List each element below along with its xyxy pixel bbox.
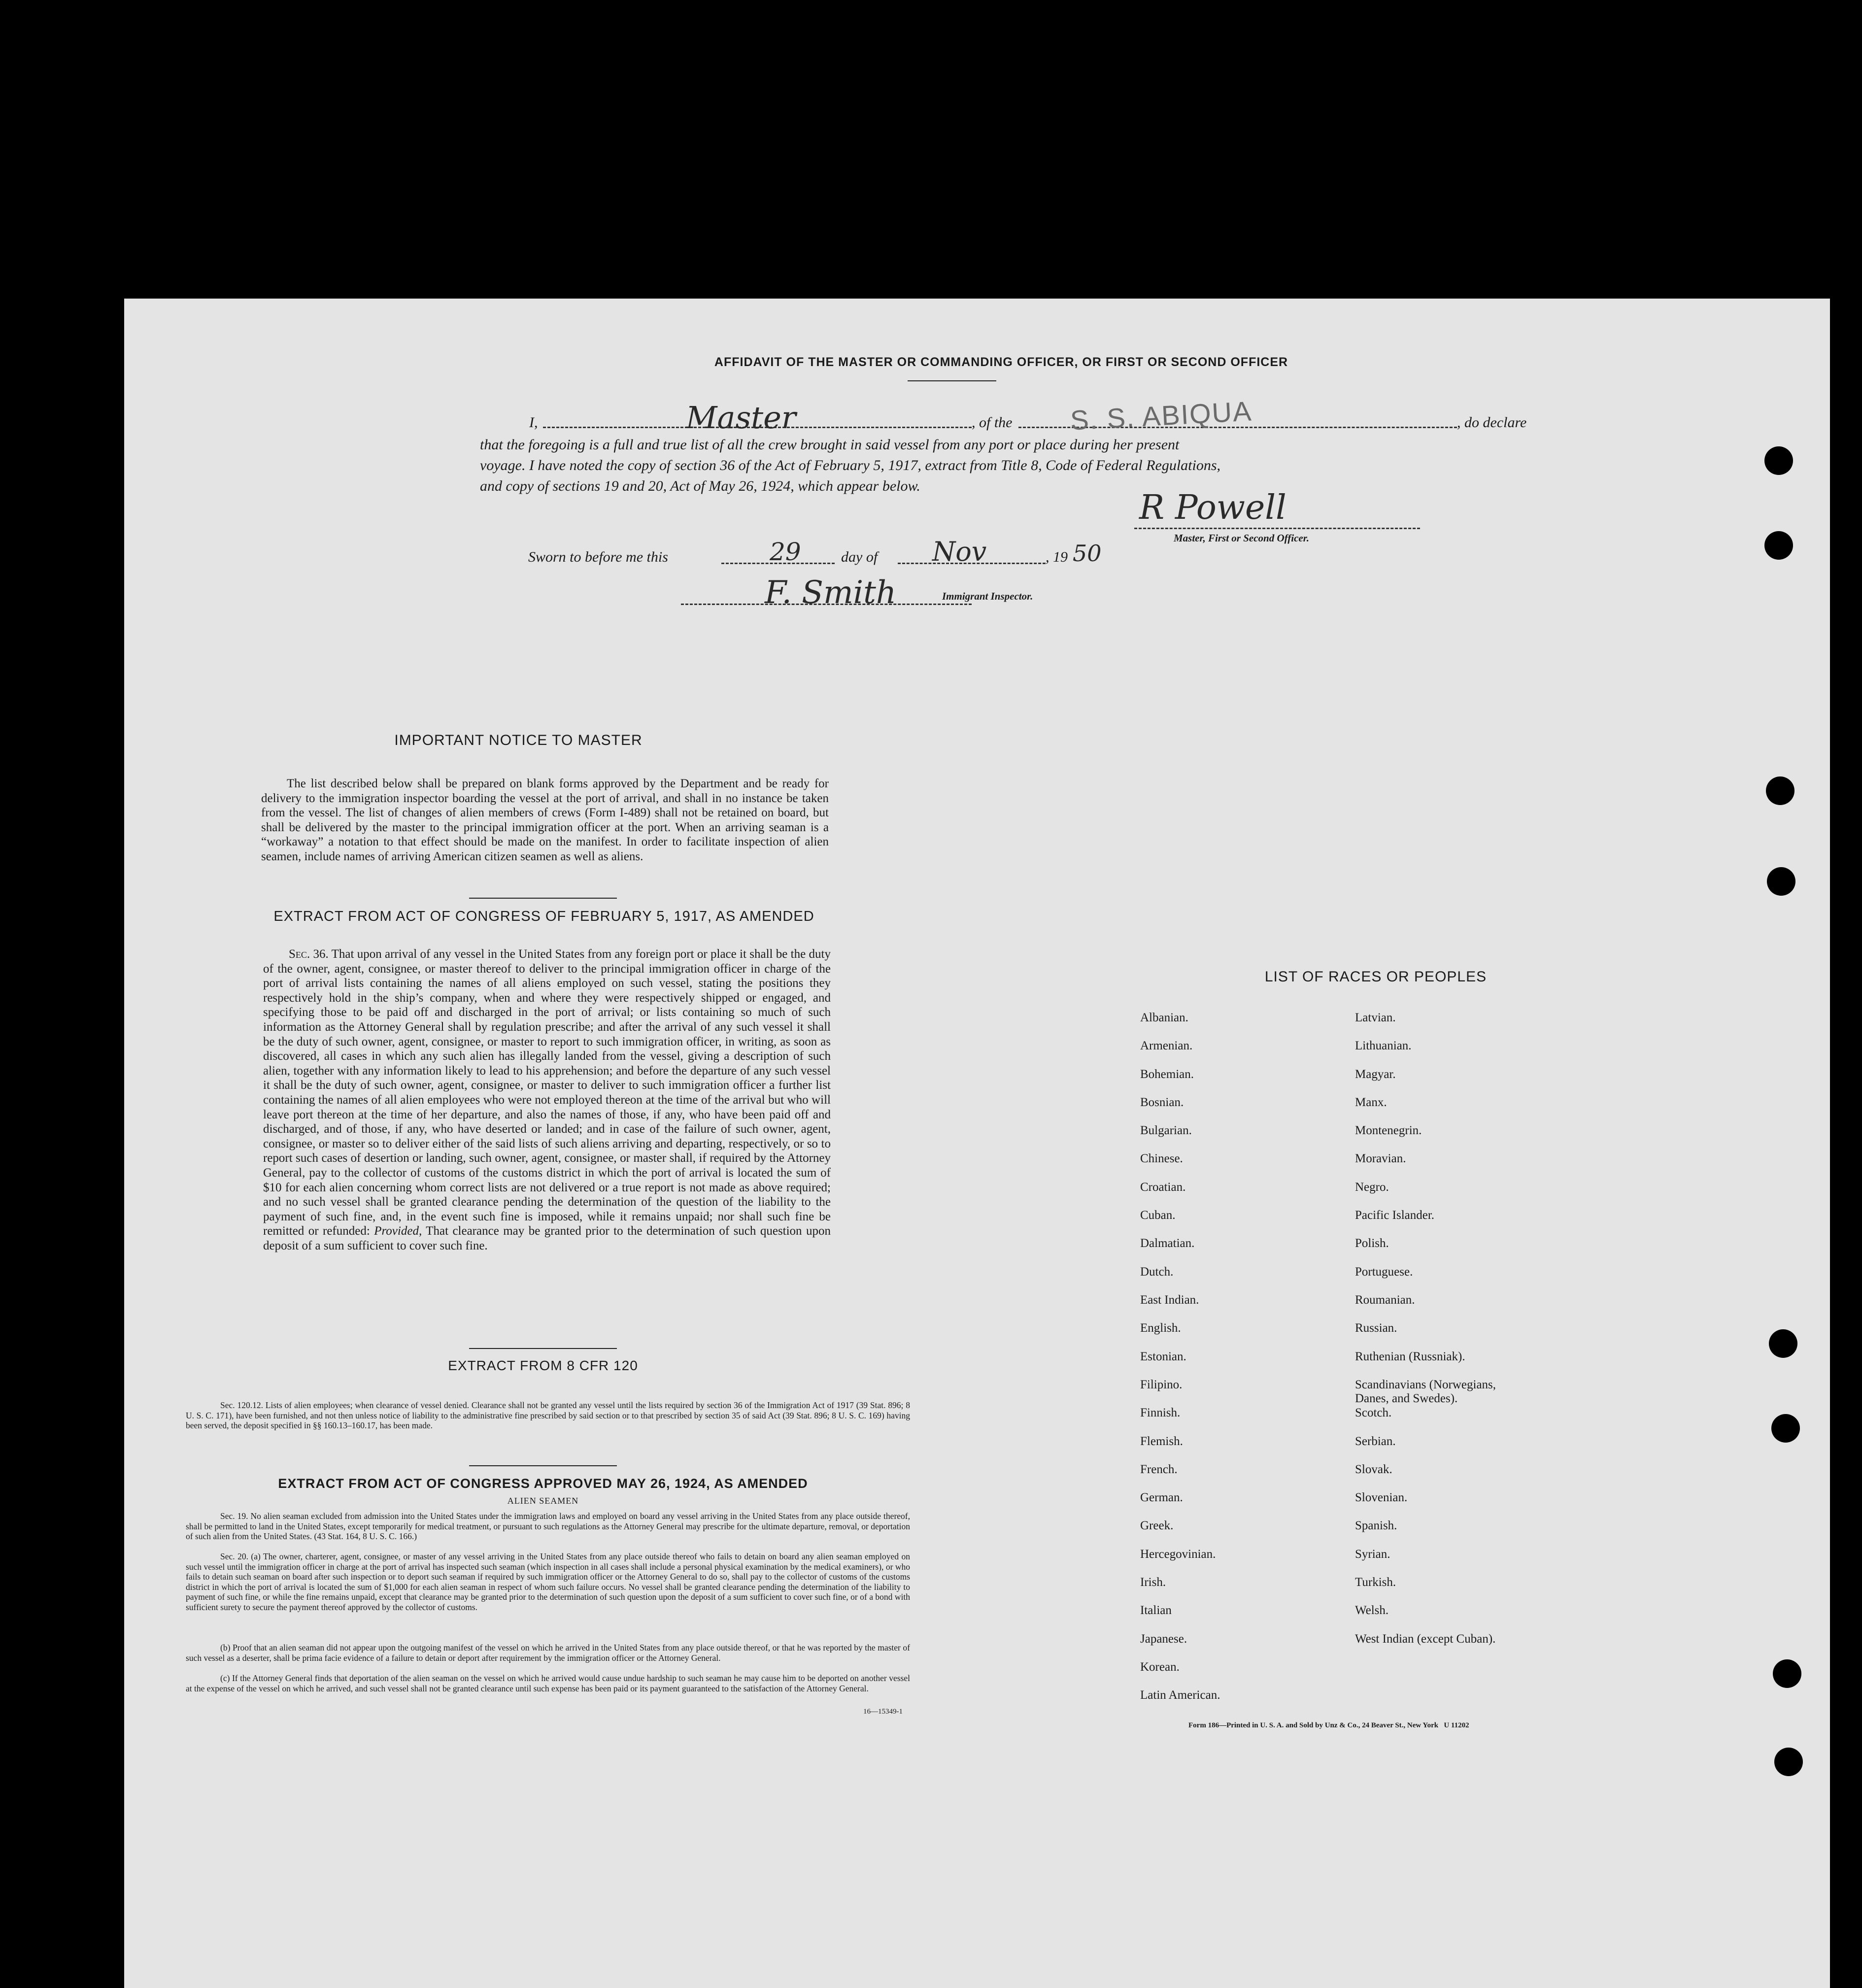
race-item: Korean. xyxy=(1140,1660,1180,1674)
year-prefix: , 19 xyxy=(1046,549,1068,565)
form-printer-note: Form 186—Printed in U. S. A. and Sold by Unz & Co., 24 Beaver St., New York U 11202 xyxy=(1188,1721,1469,1729)
master-caption: Master, First or Second Officer. xyxy=(1174,532,1309,544)
race-item: Magyar. xyxy=(1355,1068,1396,1081)
master-signature-line xyxy=(1134,528,1420,529)
race-item: Russian. xyxy=(1355,1321,1397,1335)
race-item: Chinese. xyxy=(1140,1152,1183,1165)
i-label: I, xyxy=(529,414,538,431)
race-item: Ruthenian (Russniak). xyxy=(1355,1350,1465,1363)
sec-20a-text: Sec. 20. (a) The owner, charterer, agent, consignee, or master of any vessel arriving in the United States from any place outside thereof who fails to detain on board any alien seaman employed on such vessel until the immigration officer in charge at the port of arrival has inspected such seaman (which inspection in all cases shall include a personal physical examination by the medical examiners), or who fails to detain such seaman on board after such inspection or to deport such seaman if required by such immigration officer or the Attorney General to do so, shall pay to the collector of customs of the customs district in which the port of arrival is located the sum of $1,000 for each alien seaman in respect of whom such failure occurs. No vessel shall be granted clearance pending the determination of the liability to payment of such fine, or while the fine remains unpaid, except that clearance may be granted prior to the determination of such question upon the deposit of a sum sufficient to cover such fine, or of a bond with sufficient surety to secure the payment thereof approved by the collector of customs. xyxy=(186,1551,910,1612)
inspector-caption: Immigrant Inspector. xyxy=(942,590,1033,602)
of-the-label: , of the xyxy=(972,414,1013,431)
race-item: Scotch. xyxy=(1355,1406,1392,1419)
race-item: Portuguese. xyxy=(1355,1265,1413,1279)
race-item: Spanish. xyxy=(1355,1519,1397,1532)
race-item: Hercegovinian. xyxy=(1140,1548,1216,1561)
divider xyxy=(908,380,996,381)
binder-hole xyxy=(1766,776,1794,805)
race-item: Finnish. xyxy=(1140,1406,1181,1419)
race-item: Latvian. xyxy=(1355,1011,1396,1024)
race-item: Japanese. xyxy=(1140,1632,1187,1646)
race-item: Cuban. xyxy=(1140,1209,1176,1222)
notice-title: IMPORTANT NOTICE TO MASTER xyxy=(394,732,643,748)
sec-36-label: Sec. 36. xyxy=(289,947,329,961)
binder-hole xyxy=(1767,867,1795,896)
affidavit-text-2: voyage. I have noted the copy of section 36 of the Act of February 5, 1917, extract from Title 8, Code of Federal Regulations, xyxy=(480,457,1221,473)
divider xyxy=(469,1465,617,1466)
extract-1917-title: EXTRACT FROM ACT OF CONGRESS OF FEBRUARY 5, 1917, AS AMENDED xyxy=(273,909,814,924)
cfr-title: EXTRACT FROM 8 CFR 120 xyxy=(448,1358,638,1373)
race-item: Moravian. xyxy=(1355,1152,1406,1165)
binder-hole xyxy=(1771,1414,1800,1443)
affidavit-text-1: that the foregoing is a full and true list of all the crew brought in said vessel from any port or place during her present xyxy=(480,437,1180,453)
sec-36-end: That clearance may be granted prior to the determination of such question upon deposit of a sum sufficient to cover such fine. xyxy=(263,1224,831,1252)
race-item: Armenian. xyxy=(1140,1039,1193,1052)
alien-seamen-subtitle: ALIEN SEAMEN xyxy=(507,1496,579,1506)
sworn-month: Nov xyxy=(932,536,987,567)
affidavit-title: AFFIDAVIT OF THE MASTER OR COMMANDING OFFICER, OR FIRST OR SECOND OFFICER xyxy=(714,355,1288,369)
race-item: Montenegrin. xyxy=(1355,1124,1422,1137)
race-item: Negro. xyxy=(1355,1180,1389,1194)
race-item: Irish. xyxy=(1140,1576,1166,1589)
race-item: French. xyxy=(1140,1463,1178,1476)
race-item: Slovak. xyxy=(1355,1463,1392,1476)
binder-hole xyxy=(1774,1748,1803,1776)
extract-1924-title: EXTRACT FROM ACT OF CONGRESS APPROVED MAY 26, 1924, AS AMENDED xyxy=(278,1476,808,1491)
race-item: Croatian. xyxy=(1140,1180,1186,1194)
race-item: Polish. xyxy=(1355,1237,1389,1250)
races-title: LIST OF RACES OR PEOPLES xyxy=(1264,969,1487,985)
binder-hole xyxy=(1764,446,1793,475)
affidavit-text-3: and copy of sections 19 and 20, Act of May 26, 1924, which appear below. xyxy=(480,478,920,494)
sec-20b-text: (b) Proof that an alien seaman did not appear upon the outgoing manifest of the vessel on which he arrived in the United States from any place outside thereof, or that he was reported by the master of such vessel as a deserter, shall be prima facie evidence of a failure to detain or deport after requirement by the immigration officer or the Attorney General. xyxy=(186,1643,910,1663)
race-item: Dutch. xyxy=(1140,1265,1174,1279)
provided-label: Provided, xyxy=(374,1224,422,1238)
race-item: Syrian. xyxy=(1355,1548,1390,1561)
form-page xyxy=(124,299,1830,1988)
race-item: Turkish. xyxy=(1355,1576,1396,1589)
divider xyxy=(469,898,617,899)
race-item: Estonian. xyxy=(1140,1350,1186,1363)
race-item: Pacific Islander. xyxy=(1355,1209,1435,1222)
divider xyxy=(469,1348,617,1349)
sec-36-body: That upon arrival of any vessel in the United States from any foreign port or place it shall be the duty of the owner, agent, consignee, or master thereof to deliver to the principal immigration officer in charge of the port of arrival lists containing the names of all aliens employed on such vessel, stating the positions they respectively hold in the ship’s company, when and where they were respectively shipped or engaged, and specifying those to be paid off and discharged in the port of arrival; or lists containing so much of such information as the Attorney General shall by regulation prescribe; and after the arrival of any such vessel it shall be the duty of such owner, agent, consignee, or master to report to such immigration officer, in writing, as soon as discovered, all cases in which any such alien has illegally landed from the vessel, giving a description of such alien, together with any information likely to lead to his apprehension; and before the departure of any such vessel it shall be the duty of such owner, agent, consignee, or master to deliver to such immigration officer a further list containing the names of all alien employees who were not employed thereon at the time of the arrival but who will leave port thereon at the time of her departure, and also the names of those, if any, who have been paid off and discharged, and of those, if any, who have deserted or landed; and in case of the failure of such owner, agent, consignee, or master so to deliver either of the said lists of such aliens arriving and departing, respectively, or so to report such cases of desertion or landing, such owner, agent, consignee, or master shall, if required by the Attorney General, pay to the collector of customs of the customs district in which the port of arrival is located the sum of $10 for each alien concerning whom correct lists are not delivered or a true report is not made as above required; and no such vessel shall be granted clearance pending the determination of the question of the liability to the payment of such fine, and, in the event such fine is imposed, while it remains unpaid; nor shall such fine be remitted or refunded: xyxy=(263,947,831,1238)
sworn-label: Sworn to before me this xyxy=(528,549,668,565)
name-handwritten: Master xyxy=(686,400,796,436)
race-item: Manx. xyxy=(1355,1096,1387,1109)
sec-19-text: Sec. 19. No alien seaman excluded from admission into the United States under the immigration laws and employed on board any vessel arriving in the United States from any place outside thereof, shall be permitted to land in the United States, except temporarily for medical treatment, or pursuant to such regulations as the Attorney General may prescribe for the ultimate departure, removal, or deportation of such alien from the United States. (43 Stat. 164, 8 U. S. C. 166.) xyxy=(186,1511,910,1541)
race-item: Latin American. xyxy=(1140,1688,1220,1702)
binder-hole xyxy=(1764,531,1793,560)
race-item: Welsh. xyxy=(1355,1604,1389,1617)
race-item: Roumanian. xyxy=(1355,1293,1415,1307)
race-item: Scandinavians (Norwegians, Danes, and Swedes). xyxy=(1355,1378,1496,1405)
race-item: Flemish. xyxy=(1140,1435,1183,1448)
race-item: East Indian. xyxy=(1140,1293,1199,1307)
form-number: 16—15349-1 xyxy=(863,1708,903,1716)
cfr-text: Sec. 120.12. Lists of alien employees; when clearance of vessel denied. Clearance shall not be granted any vessel until the lists required by section 36 of the Immigration Act of 1917 (39 Stat. 896; 8 U. S. C. 171), have been furnished, and not then unless notice of liability to the administrative fine prescribed by said section or to that prescribed by section 35 of said Act (39 Stat. 896; 8 U. S. C. 169) having been served, the deposit specified in §§ 160.13–160.17, has been made. xyxy=(186,1400,910,1430)
race-item: German. xyxy=(1140,1491,1183,1504)
master-signature: R Powell xyxy=(1139,488,1286,527)
do-declare-label: , do declare xyxy=(1457,414,1527,431)
race-item: Bulgarian. xyxy=(1140,1124,1192,1137)
race-item: Italian xyxy=(1140,1604,1172,1617)
race-item: Greek. xyxy=(1140,1519,1174,1532)
binder-hole xyxy=(1769,1329,1797,1358)
race-item: Dalmatian. xyxy=(1140,1237,1195,1250)
year-suffix: 50 xyxy=(1073,540,1102,567)
race-item: Lithuanian. xyxy=(1355,1039,1412,1052)
race-item: English. xyxy=(1140,1321,1181,1335)
inspector-signature: F. Smith xyxy=(765,574,897,611)
sworn-day: 29 xyxy=(770,538,801,566)
race-item: West Indian (except Cuban). xyxy=(1355,1632,1496,1646)
race-item: Slovenian. xyxy=(1355,1491,1408,1504)
sec-20c-text: (c) If the Attorney General finds that deportation of the alien seaman on the vessel on which he arrived would cause undue hardship to such seaman he may cause him to be deported on another vessel at the expense of the vessel on which he arrived, and such vessel shall not be granted clearance until such expense has been paid or its payment guaranteed to the satisfaction of the Attorney General. xyxy=(186,1673,910,1693)
vessel-stamp: S. S. ABIQUA xyxy=(1069,395,1253,436)
race-item: Albanian. xyxy=(1140,1011,1188,1024)
day-of-label: day of xyxy=(841,549,878,565)
notice-paragraph: The list described below shall be prepared on blank forms approved by the Department and be ready for delivery to the immigration inspector boarding the vessel at the port of arrival, and shall in no instance be taken from the vessel. The list of changes of alien members of crews (Form I-489) shall not be retained on board, but shall be delivered by the master to the principal immigration officer at the port. When an arriving seaman is a “workaway” a notation to that effect should be made on the manifest. In order to facilitate inspection of alien seamen, include names of arriving American citizen seamen as well as aliens. xyxy=(261,777,829,863)
race-item: Bosnian. xyxy=(1140,1096,1184,1109)
race-item: Filipino. xyxy=(1140,1378,1183,1391)
race-item: Serbian. xyxy=(1355,1435,1396,1448)
race-item: Bohemian. xyxy=(1140,1068,1194,1081)
sec-36-text xyxy=(263,947,831,1253)
binder-hole xyxy=(1773,1659,1801,1688)
